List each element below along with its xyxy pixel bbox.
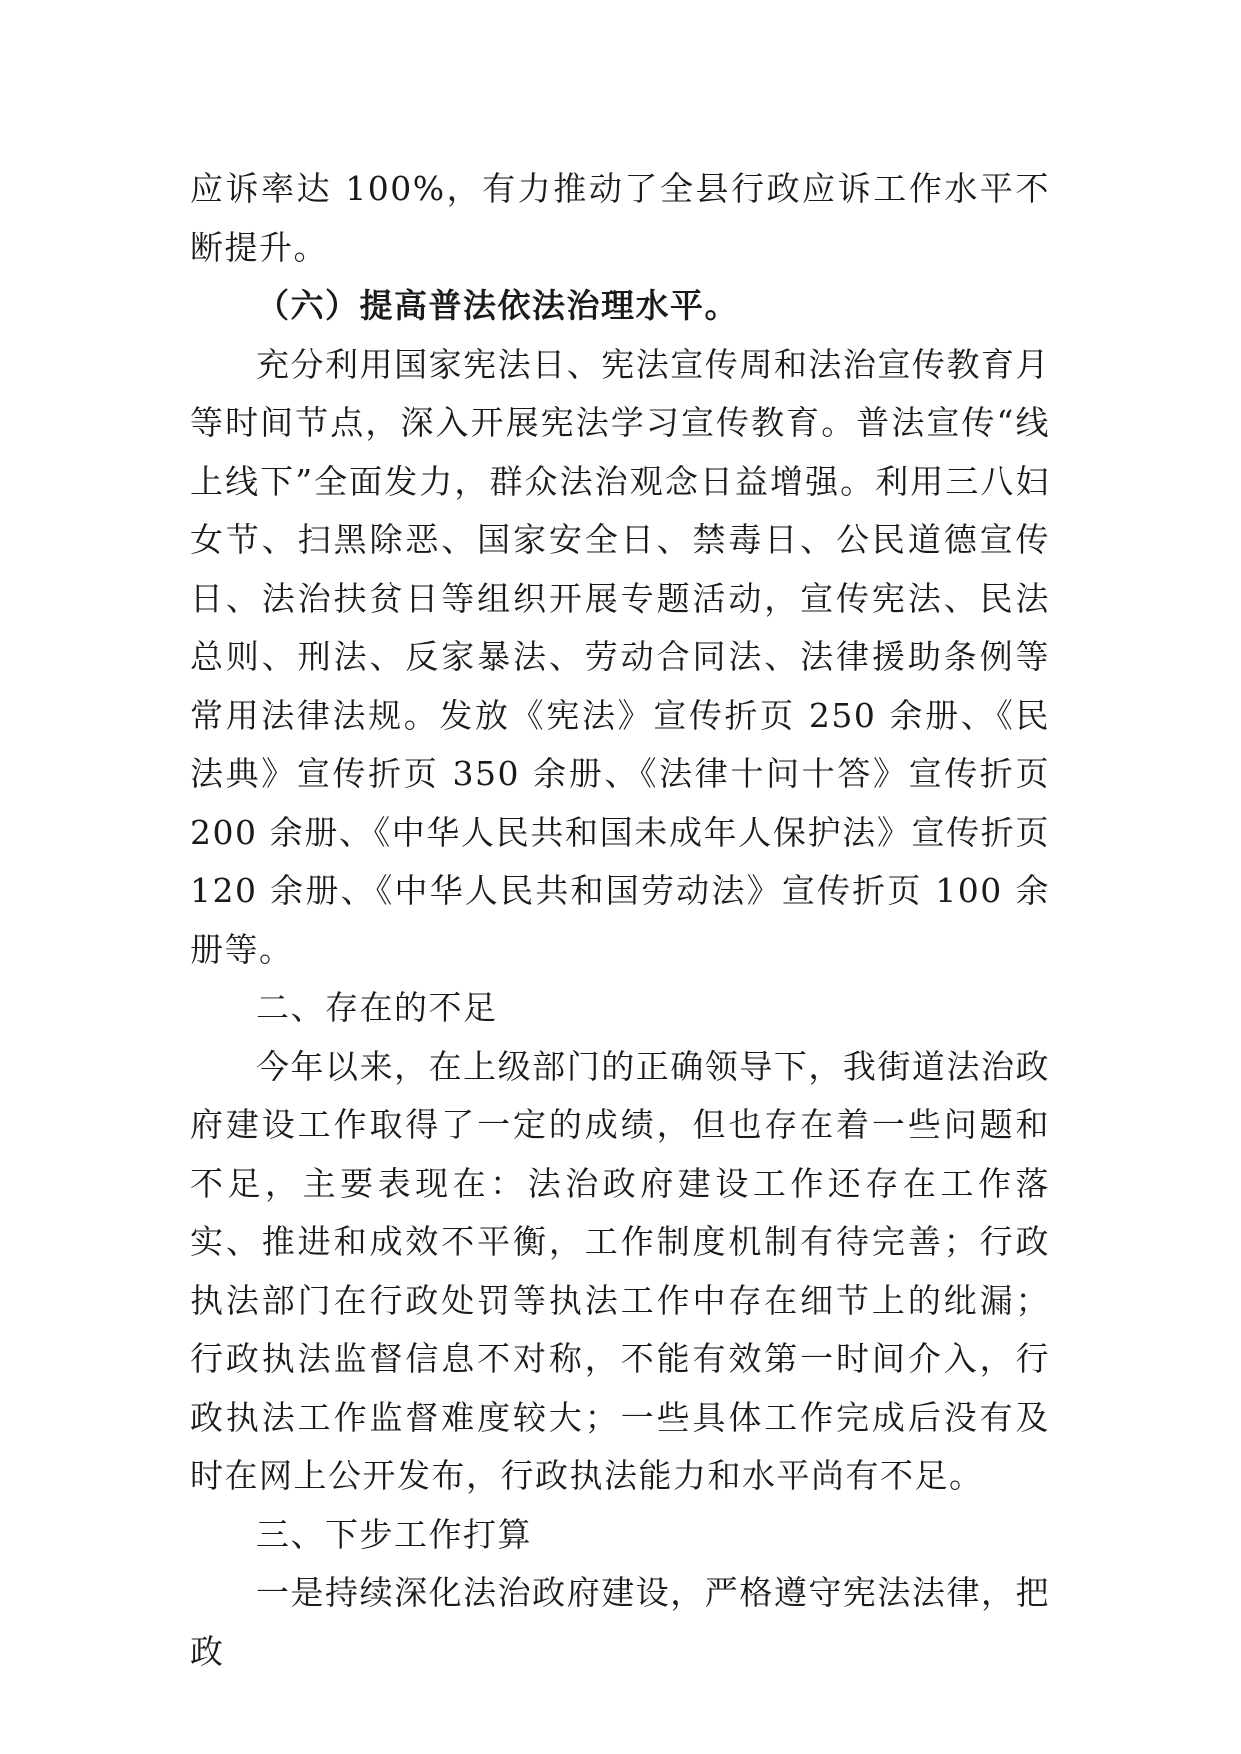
paragraph-next-steps: 一是持续深化法治政府建设，严格遵守宪法法律，把政: [190, 1573, 1050, 1671]
paragraph-shortcomings: 今年以来，在上级部门的正确领导下，我街道法治政府建设工作取得了一定的成绩，但也存在着一些问题和不足，主要表现在：法治政府建设工作还存在工作落实、推进和成效不平衡，工作制度机制有待完善；行政执法部门在行政处罚等执法工作中存在细节上的纰漏；行政执法监督信息不对称，不能有效第一时间介入，行政执法工作监督难度较大；一些具体工作完成后没有及时在网上公开发布，行政执法能力和水平尚有不足。: [190, 1046, 1050, 1495]
paragraph-continuation: 应诉率达 100%，有力推动了全县行政应诉工作水平不断提升。: [190, 169, 1050, 267]
section-heading-shortcomings: 二、存在的不足: [256, 988, 498, 1027]
document-body: [190, 160, 1050, 1681]
section-heading-next-steps: 三、下步工作打算: [256, 1514, 532, 1554]
paragraph-legal-publicity: 充分利用国家宪法日、宪法宣传周和法治宣传教育月等时间节点，深入开展宪法学习宣传教育。普法宣传“线上线下”全面发力，群众法治观念日益增强。利用三八妇女节、扫黑除恶、国家安全日、禁毒日、公民道德宣传日、法治扶贫日等组织开展专题活动，宣传宪法、民法总则、刑法、反家暴法、劳动合同法、法律援助条例等常用法律法规。发放《宪法》宣传折页 250 余册、《民法典》宣传折页 350 余册、《法律十问十答》宣传折页 200 余册、《中华人民共和国未成年人保护法》宣传折页 120 余册、《中华人民共和国劳动法》宣传折页 100 余册等。: [190, 344, 1050, 969]
section-heading-six: （六）提高普法依法治理水平。: [256, 286, 739, 325]
